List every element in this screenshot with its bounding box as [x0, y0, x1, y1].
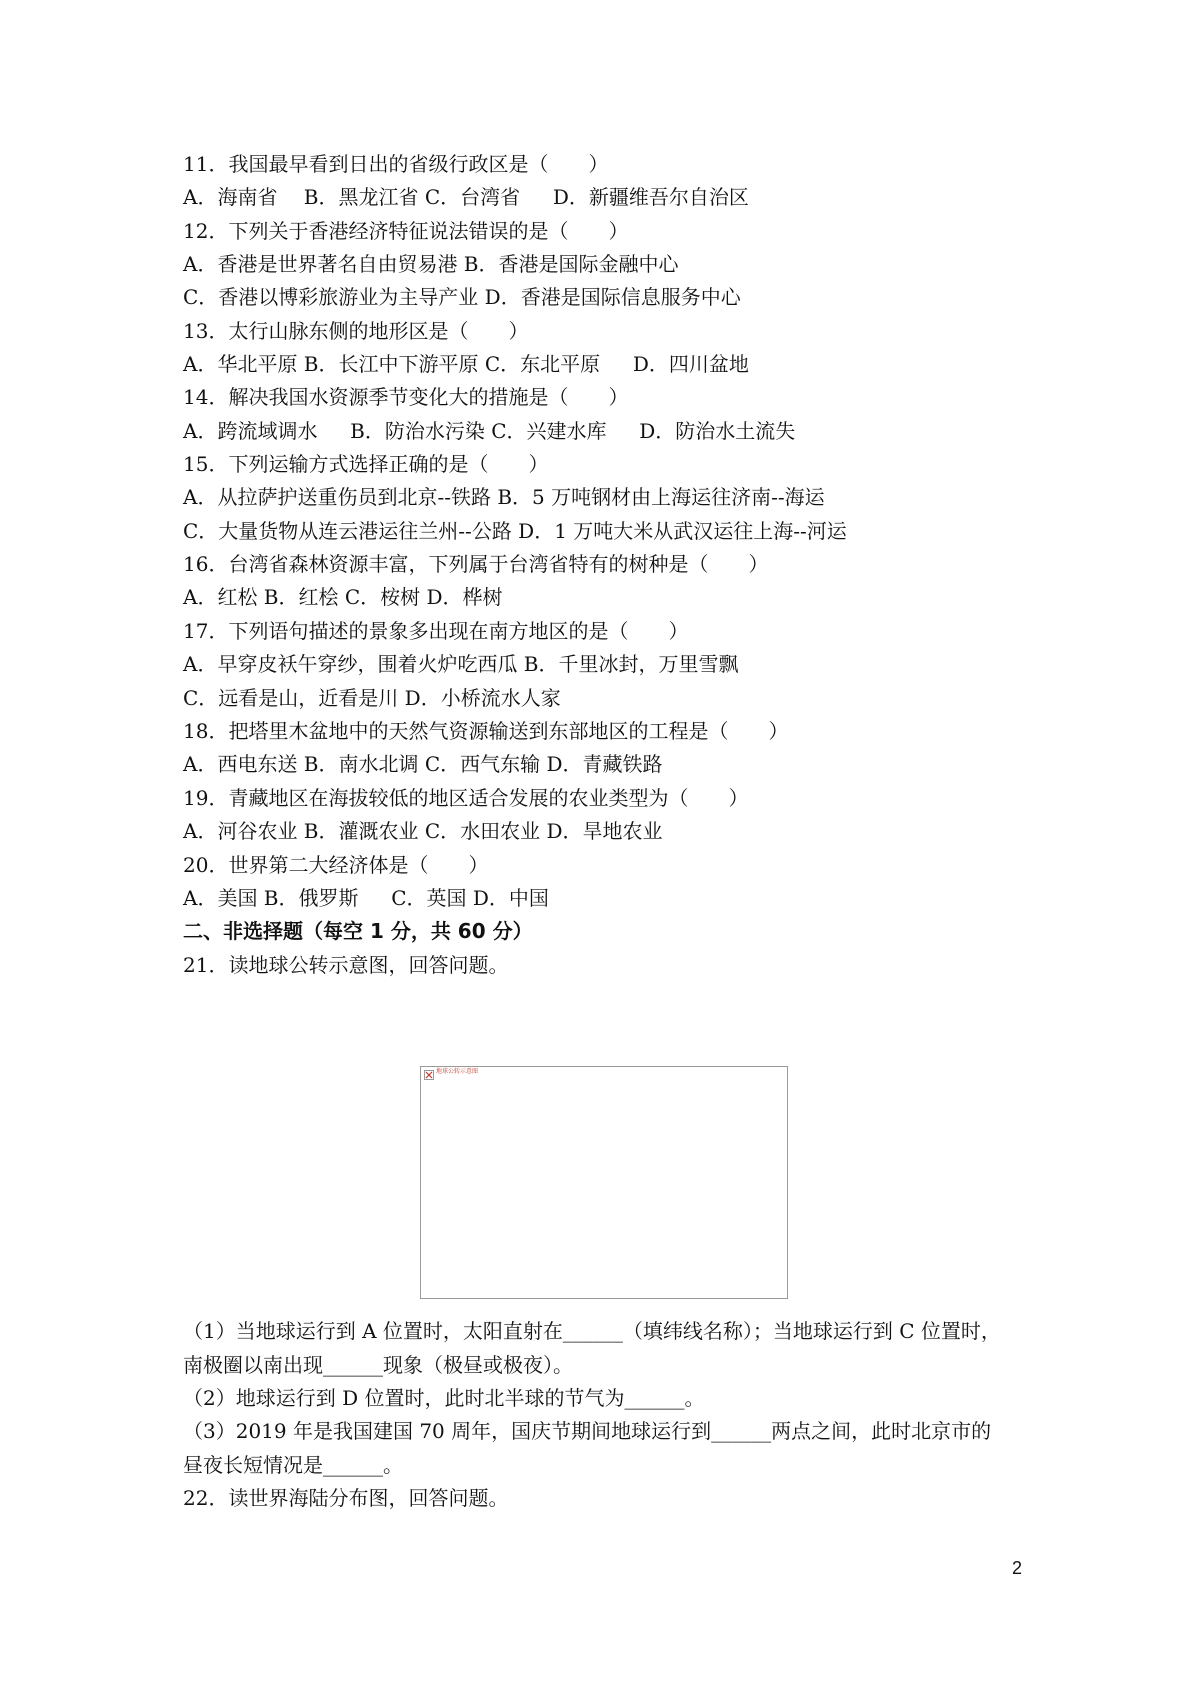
question-17-options-1: A．早穿皮袄午穿纱，围着火炉吃西瓜 B．千里冰封，万里雪飘	[183, 652, 739, 676]
question-16-options: A．红松 B．红桧 C．桉树 D．桦树	[183, 585, 503, 609]
question-21-part-1a: （1）当地球运行到 A 位置时，太阳直射在______（填纬线名称）；当地球运行到 C 位置时，	[183, 1319, 1001, 1343]
question-11-stem: 11．我国最早看到日出的省级行政区是（ ）	[183, 152, 609, 176]
question-16-stem: 16．台湾省森林资源丰富，下列属于台湾省特有的树种是（ ）	[183, 552, 769, 576]
question-18-stem: 18．把塔里木盆地中的天然气资源输送到东部地区的工程是（ ）	[183, 719, 789, 743]
question-13-options: A．华北平原 B．长江中下游平原 C．东北平原 D．四川盆地	[183, 352, 749, 376]
question-22-stem: 22．读世界海陆分布图，回答问题。	[183, 1486, 509, 1510]
question-15-stem: 15．下列运输方式选择正确的是（ ）	[183, 452, 549, 476]
question-13-stem: 13．太行山脉东侧的地形区是（ ）	[183, 319, 529, 343]
question-21-part-3a: （3）2019 年是我国建国 70 周年，国庆节期间地球运行到______两点之间，此时北京市的	[183, 1419, 992, 1443]
question-12-options-2: C．香港以博彩旅游业为主导产业 D．香港是国际信息服务中心	[183, 285, 741, 309]
page-number: 2	[1012, 1558, 1023, 1578]
question-20-stem: 20．世界第二大经济体是（ ）	[183, 853, 489, 877]
question-21-stem: 21．读地球公转示意图，回答问题。	[183, 953, 509, 977]
broken-image-icon	[424, 1070, 434, 1080]
question-20-options: A．美国 B．俄罗斯 C．英国 D．中国	[183, 886, 549, 910]
question-17-stem: 17．下列语句描述的景象多出现在南方地区的是（ ）	[183, 619, 689, 643]
question-12-stem: 12．下列关于香港经济特征说法错误的是（ ）	[183, 219, 629, 243]
question-21-part-3b: 昼夜长短情况是______。	[183, 1453, 403, 1477]
question-11-options: A．海南省 B．黑龙江省 C．台湾省 D．新疆维吾尔自治区	[183, 185, 749, 209]
question-18-options: A．西电东送 B．南水北调 C．西气东输 D．青藏铁路	[183, 752, 663, 776]
question-19-stem: 19．青藏地区在海拔较低的地区适合发展的农业类型为（ ）	[183, 786, 749, 810]
question-15-options-2: C．大量货物从连云港运往兰州--公路 D．1 万吨大米从武汉运往上海--河运	[183, 519, 847, 543]
question-19-options: A．河谷农业 B．灌溉农业 C．水田农业 D．旱地农业	[183, 819, 663, 843]
question-21-part-1b: 南极圈以南出现______现象（极昼或极夜）。	[183, 1353, 573, 1377]
question-12-options-1: A．香港是世界著名自由贸易港 B．香港是国际金融中心	[183, 252, 679, 276]
question-15-options-1: A．从拉萨护送重伤员到北京--铁路 B．5 万吨钢材由上海运往济南--海运	[183, 485, 825, 509]
question-14-options: A．跨流域调水 B．防治水污染 C．兴建水库 D．防治水土流失	[183, 419, 796, 443]
earth-revolution-figure-placeholder	[420, 1066, 788, 1299]
question-14-stem: 14．解决我国水资源季节变化大的措施是（ ）	[183, 385, 629, 409]
question-21-part-2: （2）地球运行到 D 位置时，此时北半球的节气为______。	[183, 1386, 705, 1410]
section-2-heading: 二、非选择题（每空 1 分，共 60 分）	[183, 919, 533, 943]
question-17-options-2: C．远看是山，近看是川 D．小桥流水人家	[183, 686, 561, 710]
figure-alt-text: 地球公转示意图	[436, 1068, 479, 1075]
